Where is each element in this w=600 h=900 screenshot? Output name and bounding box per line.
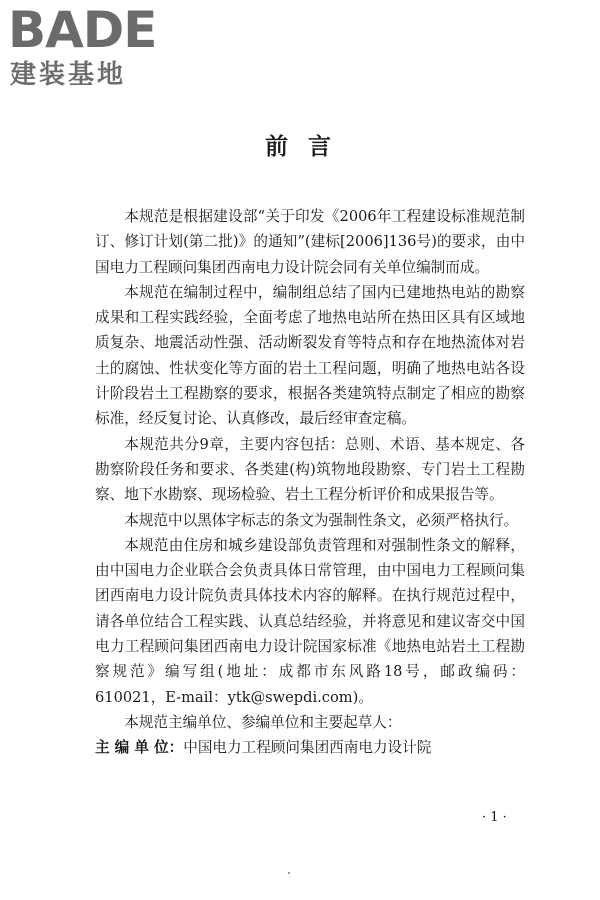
chief-unit-label: 主 编 单 位： (95, 739, 184, 757)
page-title: 前言 (265, 134, 351, 160)
chief-unit-value: 中国电力工程顾问集团西南电力设计院 (183, 739, 432, 757)
paragraph-1: 本规范是根据建设部“关于印发《2006年工程建设标准规范制订、修订计划(第二批)》的通知”(建标[2006]136号)的要求，由中国电力工程顾问集团西南电力设计院会同有关单位编制而成。 (95, 208, 525, 276)
paragraph-5: 本规范由住房和城乡建设部负责管理和对强制性条文的解释，由中国电力企业联合会负责具体日常管理，由中国电力工程顾问集团西南电力设计院负责具体技术内容的解释。在执行规范过程中，请各单位结合工程实践、认真总结经验，并将意见和建议寄交中国电力工程顾问集团西南电力设计院国家标准《地热电站岩土工程勘察规范》编写组(地址：成都市东风路18号，邮政编码：610021，E-mail：ytk@swepdi.com)。 (95, 536, 525, 706)
preface-body (95, 204, 525, 761)
scan-speck (288, 872, 290, 874)
chief-unit-line (95, 735, 525, 760)
page-number: · 1 · (482, 810, 507, 825)
logo-subtitle: 建装基地 (10, 60, 127, 90)
paragraph-2: 本规范在编制过程中，编制组总结了国内已建地热电站的勘察成果和工程实践经验，全面考虑了地热电站所在热田区具有区域地质复杂、地震活动性强、活动断裂发育等特点和存在地热流体对岩土的腐蚀、性状变化等方面的岩土工程问题，明确了地热电站各设计阶段岩土工程勘察的要求，根据各类建筑特点制定了相应的勘察标准，经反复讨论、认真修改，最后经审查定稿。 (95, 283, 525, 428)
paragraph-3: 本规范共分9章，主要内容包括：总则、术语、基本规定、各勘察阶段任务和要求、各类建(构)筑物地段勘察、专门岩土工程勘察、地下水勘察、现场检验、岩土工程分析评价和成果报告等。 (95, 435, 525, 504)
brand-logo (8, 2, 178, 94)
logo-wordmark: BADE (8, 1, 157, 59)
paragraph-4: 本规范中以黑体字标志的条文为强制性条文，必须严格执行。 (124, 511, 519, 529)
paragraph-6: 本规范主编单位、参编单位和主要起草人： (124, 713, 402, 731)
